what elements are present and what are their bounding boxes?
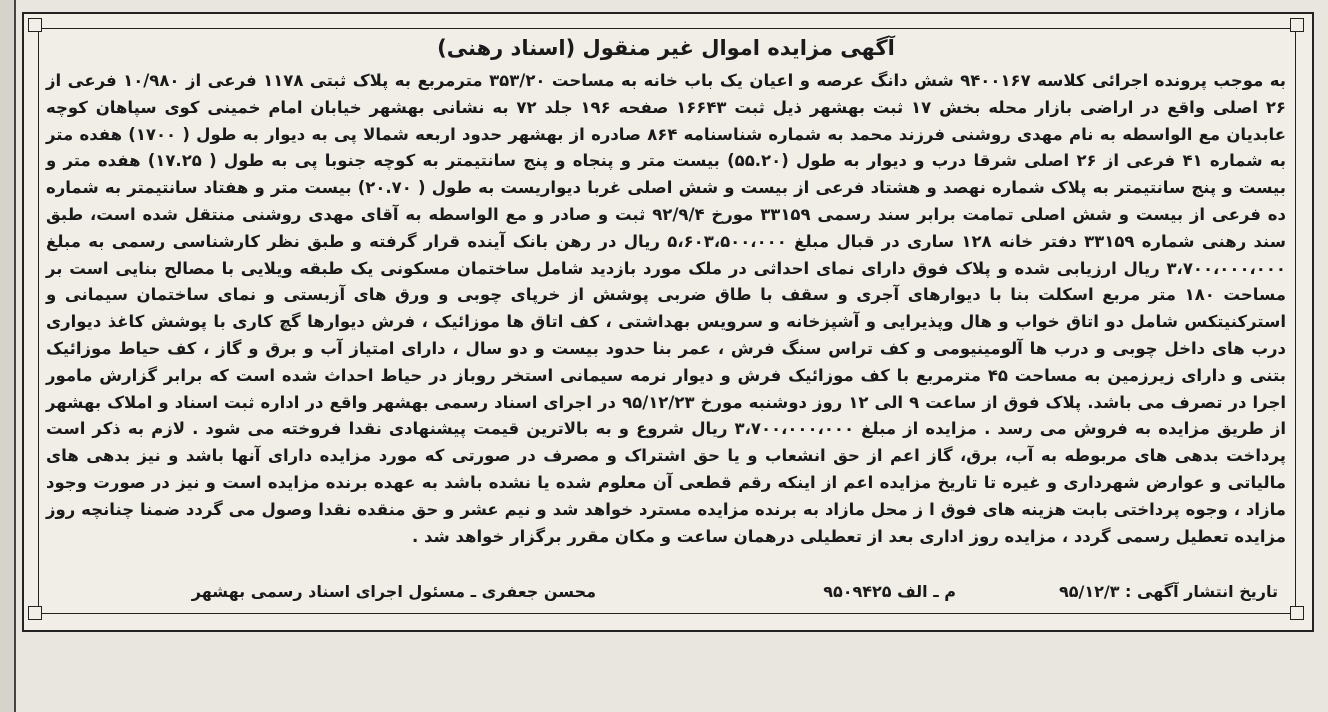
notice-body: به موجب پرونده اجرائی کلاسه ۹۴۰۰۱۶۷ شش دانگ عرصه و اعیان یک باب خانه به مساحت ۳۵۳/۲۰ مترمربع به پلاک ثبتی ۱۱۷۸ فرعی از ۱۰/۹۸۰ فرعی از ۲۶ اصلی واقع در اراضی بازار محله بخش ۱۷ ثبت بهشهر ذیل ثبت ۱۶۶۴۳ صفحه ۱۹۶ جلد ۷۲ به نشانی بهشهر خیابان امام خمینی کوی سپاهان کوچه عابدیان مع الواسطه به نام مهدی روشنی فرزند محمد به شماره شناسنامه ۸۶۴ صادره از بهشهر حدود اربعه شمالا پی به دیوار به طول ( ۱۷۰۰) هفده متر به شماره ۴۱ فرعی از ۲۶ اصلی شرقا درب و دیوار به طول (۵۵.۲۰) بیست متر و پنجاه و پنج سانتیمتر به کوچه جنوبا پی به طول ( ۱۷.۲۵) هفده متر و بیست و پنج سانتیمتر به پلاک شماره نهصد و هشتاد فرعی از بیست و شش اصلی غربا دیواریست به طول ( ۲۰.۷۰) بیست متر و هفتاد سانتیمتر به شماره ده فرعی از بیست و شش اصلی تمامت برابر سند رسمی ۳۳۱۵۹ مورخ ۹۲/۹/۴ ثبت و صادر و مع الواسطه به آقای مهدی روشنی منتقل شده است، طبق سند رهنی شماره ۳۳۱۵۹ دفتر خانه ۱۲۸ ساری در قبال مبلغ ۵،۶۰۳،۵۰۰،۰۰۰ ریال در رهن بانک آینده قرار گرفته و طبق نظر کارشناسی رسمی به مبلغ ۳،۷۰۰،۰۰۰،۰۰۰ ریال ارزیابی شده و پلاک فوق دارای نمای احداثی در ملک مورد بازدید شامل ساختمان مسکونی یک طبقه ویلایی با مصالح بنایی است بر مساحت ۱۸۰ متر مربع اسکلت بنا با دیوارهای آجری و سقف با طاق ضربی پوشش از خرپای چوبی و ورق های آزبستی و نمای ساختمان سیمانی و استرکنیتکس شامل دو اتاق خواب و هال وپذیرایی و آشپزخانه و سرویس بهداشتی ، کف اتاق ها موزائیک ، فرش دیوارها گچ کاری با پوشش کاغذ دیواری درب های داخل چوبی و درب ها آلومینیومی و کف تراس سنگ فرش ، عمر بنا حدود بیست و دو سال ، دارای امتیاز آب و برق و گاز ، کف حیاط موزائیک بتنی و دارای زیرزمین به مساحت ۴۵ مترمربع با کف موزائیک فرش و دیوار نرمه سیمانی استخر روباز در حیاط احداث شده است که برابر گزارش مامور اجرا در تصرف می باشد. پلاک فوق از ساعت ۹ الی ۱۲ روز دوشنبه مورخ ۹۵/۱۲/۲۳ در اجرای اسناد رسمی بهشهر واقع در اداره ثبت اسناد و املاک بهشهر از طریق مزایده به فروش می رسد . مزایده از مبلغ ۳،۷۰۰،۰۰۰،۰۰۰ ریال شروع و به بالاترین قیمت پیشنهادی نقدا فروخته می شود . لازم به ذکر است پرداخت بدهی های مربوطه به آب، برق، گاز اعم از حق انشعاب و یا حق اشتراک و مصرف در صورتی که مورد مزایده دارای آنها باشد و نیز بدهی های مالیاتی و عوارض شهرداری و غیره تا تاریخ مزایده اعم از اینکه رقم قطعی آن معلوم شده یا نشده باشد به عهده برنده مزایده است و نیز در صورت وجود مازاد ، وجوه پرداختی بابت هزینه های فوق ا ز محل مازاد به برنده مزایده مسترد خواهد شد و نیم عشر و حق منقده نقدا وصول می گردد ضمنا چنانچه روز مزایده تعطیل رسمی گردد ، مزایده روز اداری بعد از تعطیلی درهمان ساعت و مکان مقرر برگزار خواهد شد .	[46, 71, 1286, 546]
signature-line: محسن جعفری ـ مسئول اجرای اسناد رسمی بهشهر	[191, 582, 596, 601]
corner-ornament-bottom-left	[28, 606, 42, 620]
corner-ornament-top-right	[1290, 18, 1304, 32]
corner-ornament-top-left	[28, 18, 42, 32]
notice-footer	[46, 582, 1286, 608]
notice-title: آگهی مزایده اموال غیر منقول (اسناد رهنی)	[437, 36, 895, 60]
publication-date: تاریخ انتشار آگهی : ۹۵/۱۲/۳	[1058, 582, 1278, 601]
corner-ornament-bottom-right	[1290, 606, 1304, 620]
scan-edge	[0, 0, 16, 712]
notice-content	[46, 34, 1286, 614]
reference-number: م ـ الف ۹۵۰۹۴۲۵	[823, 582, 956, 601]
